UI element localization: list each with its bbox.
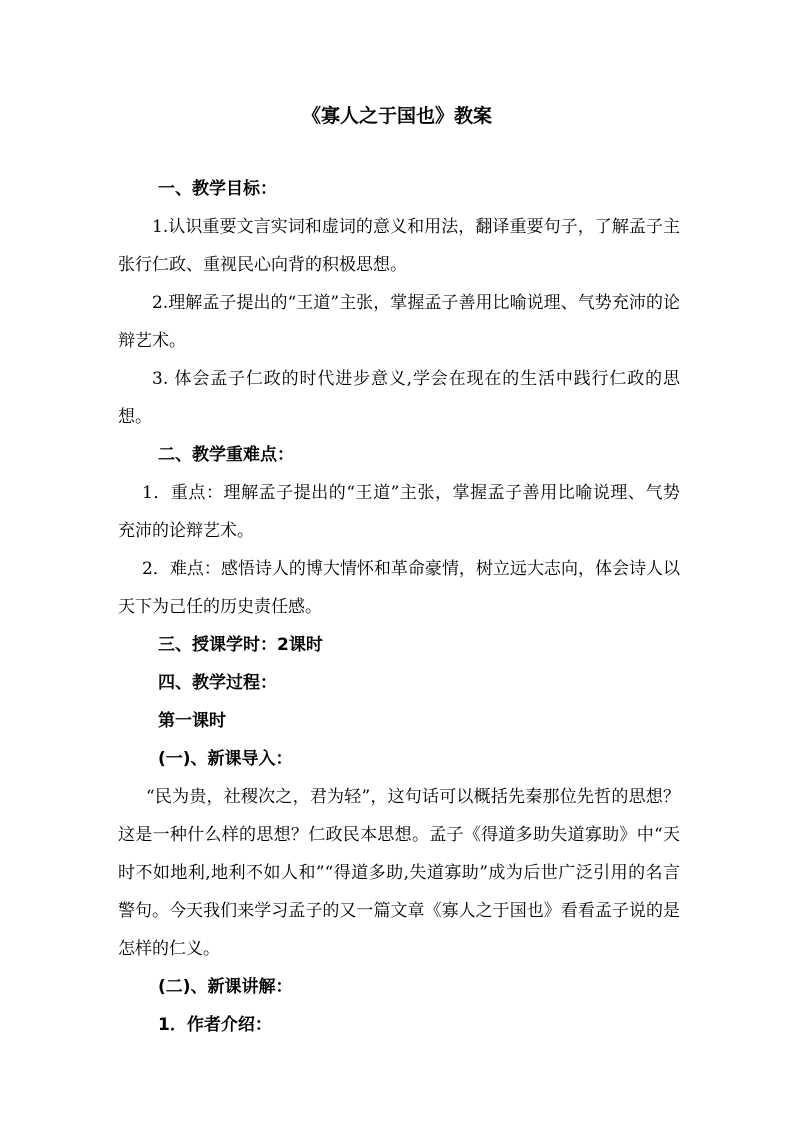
intro-paragraph: “民为贵，社稷次之，君为轻”，这句话可以概括先秦那位先哲的思想？这是一种什么样的思想？仁政民本思想。孟子《得道多助失道寡助》中“天时不如地利,地利不如人和”“得道多助,失道寡助”成为后世广泛引用的名言警句。今天我们来学习孟子的又一篇文章《寡人之于国也》看看孟子说的是怎样的仁义。 [118,787,680,959]
heading-first-lesson: 第一课时 [158,711,226,731]
heading-key-points: 二、教学重难点： [158,445,294,465]
heading-new-lesson-explain: (二)、新课讲解： [158,977,293,997]
goal-item-1: 1.认识重要文言实词和虚词的意义和用法，翻译重要句子，了解孟子主张行仁政、重视民心向背的积极思想。 [118,217,680,275]
heading-author-intro: 1．作者介绍： [158,1015,272,1035]
heading-teaching-process: 四、教学过程： [158,673,277,693]
difficult-point-item: 2．难点：感悟诗人的博大情怀和革命豪情，树立远大志向，体会诗人以天下为己任的历史责任感。 [118,559,680,617]
heading-teaching-goals: 一、教学目标： [158,179,277,199]
document-body [118,170,680,1044]
document-title: 《寡人之于国也》教案 [301,105,492,127]
heading-new-lesson-intro: (一)、新课导入： [158,749,293,769]
goal-item-3: 3. 体会孟子仁政的时代进步意义,学会在现在的生活中践行仁政的思想。 [118,369,680,427]
key-point-item: 1．重点：理解孟子提出的“王道”主张，掌握孟子善用比喻说理、气势充沛的论辩艺术。 [118,483,680,541]
goal-item-2: 2.理解孟子提出的“王道”主张，掌握孟子善用比喻说理、气势充沛的论辩艺术。 [118,293,680,351]
heading-class-hours: 三、授课学时：2课时 [158,635,323,655]
